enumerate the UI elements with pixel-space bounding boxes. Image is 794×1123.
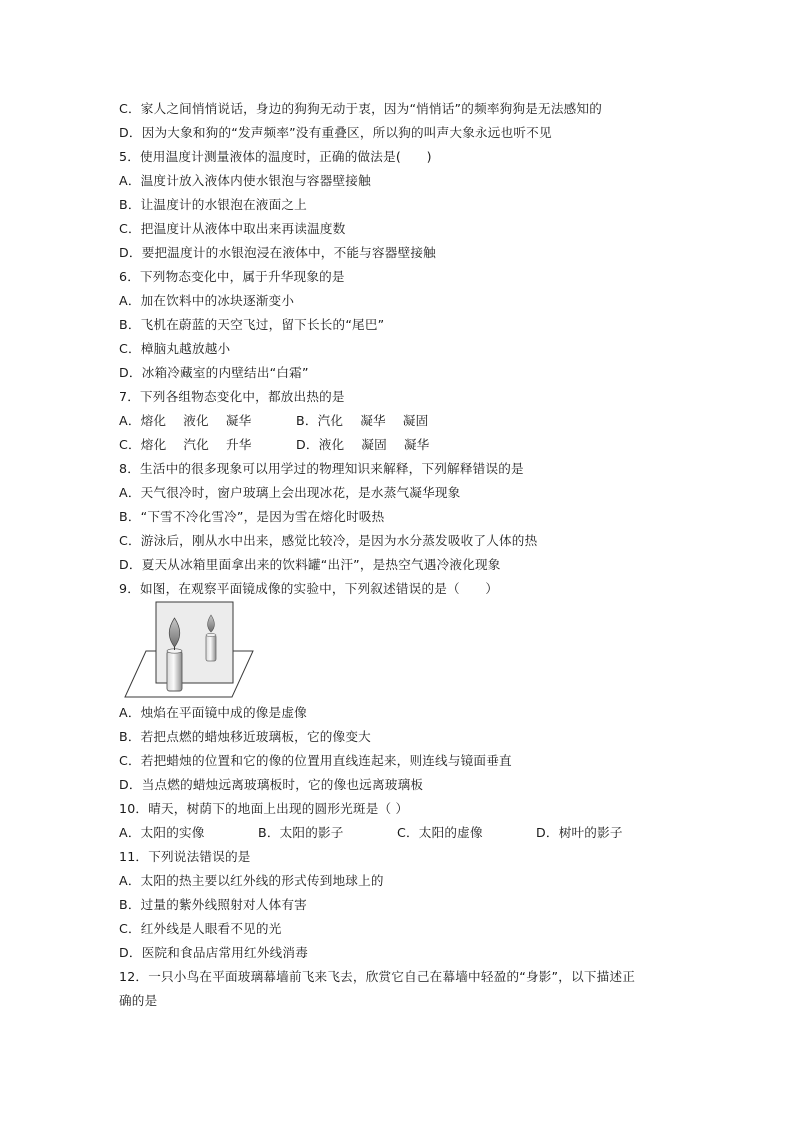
q10-option-b: B．太阳的影子: [258, 825, 344, 840]
q10-option-a: A．太阳的实像: [119, 825, 205, 840]
image-candle-top: [206, 633, 216, 636]
q5-option-c: C．把温度计从液体中取出来再读温度数: [119, 221, 346, 236]
q8-option-b: B．“下雪不冷化雪冷”，是因为雪在熔化时吸热: [119, 509, 385, 524]
q6-option-c: C．樟脑丸越放越小: [119, 341, 231, 356]
q9-option-b: B．若把点燃的蜡烛移近玻璃板，它的像变大: [119, 729, 371, 744]
q8-stem: 8．生活中的很多现象可以用学过的物理知识来解释，下列解释错误的是: [119, 461, 524, 476]
q11-option-c: C．红外线是人眼看不见的光: [119, 921, 282, 936]
q6-option-a: A．加在饮料中的冰块逐渐变小: [119, 293, 295, 308]
q7-option-a: A．熔化 液化 凝华: [119, 413, 252, 428]
q8-option-c: C．游泳后，刚从水中出来，感觉比较冷，是因为水分蒸发吸收了人体的热: [119, 533, 538, 548]
q5-option-a: A．温度计放入液体内使水银泡与容器壁接触: [119, 173, 371, 188]
q9-option-c: C．若把蜡烛的位置和它的像的位置用直线连起来，则连线与镜面垂直: [119, 753, 512, 768]
q7-options-row-2: [119, 437, 429, 453]
q7-option-c: C．熔化 汽化 升华: [119, 437, 252, 452]
q12-stem-line-2: 确的是: [119, 993, 158, 1008]
q5-stem: 5．使用温度计测量液体的温度时，正确的做法是( ): [119, 149, 432, 164]
q10-options-row: [119, 825, 623, 841]
q11-option-a: A．太阳的热主要以红外线的形式传到地球上的: [119, 873, 384, 888]
q4-option-c: C．家人之间悄悄说话，身边的狗狗无动于衷，因为“悄悄话”的频率狗狗是无法感知的: [119, 101, 603, 116]
q7-option-d: D．液化 凝固 凝华: [296, 437, 430, 452]
q6-option-d: D．冰箱冷藏室的内壁结出“白霜”: [119, 365, 309, 380]
q12-stem-line-1: 12．一只小鸟在平面玻璃幕墙前飞来飞去，欣赏它自己在幕墙中轻盈的“身影”，以下描述正: [119, 969, 636, 984]
q6-option-b: B．飞机在蔚蓝的天空飞过，留下长长的“尾巴”: [119, 317, 385, 332]
q9-option-d: D．当点燃的蜡烛远离玻璃板时，它的像也远离玻璃板: [119, 777, 424, 792]
q6-stem: 6．下列物态变化中，属于升华现象的是: [119, 269, 345, 284]
image-candle: [206, 635, 216, 661]
q5-option-b: B．让温度计的水银泡在液面之上: [119, 197, 307, 212]
q11-option-b: B．过量的紫外线照射对人体有害: [119, 897, 307, 912]
q7-options-row-1: [119, 413, 428, 429]
q8-option-d: D．夏天从冰箱里面拿出来的饮料罐“出汗”，是热空气遇冷液化现象: [119, 557, 501, 572]
q4-option-d: D．因为大象和狗的“发声频率”没有重叠区，所以狗的叫声大象永远也听不见: [119, 125, 552, 140]
q10-option-d: D．树叶的影子: [536, 825, 623, 840]
q7-stem: 7．下列各组物态变化中，都放出热的是: [119, 389, 345, 404]
q11-stem: 11．下列说法错误的是: [119, 849, 251, 864]
q11-option-d: D．医院和食品店常用红外线消毒: [119, 945, 309, 960]
lit-candle: [167, 651, 182, 691]
mirror-candle-figure: [122, 601, 256, 699]
q7-option-b: B．汽化 凝华 凝固: [296, 413, 429, 428]
q9-stem: 9．如图，在观察平面镜成像的实验中，下列叙述错误的是（ ）: [119, 581, 499, 596]
q10-stem: 10．晴天，树荫下的地面上出现的圆形光斑是（ ）: [119, 801, 409, 816]
q8-option-a: A．天气很冷时，窗户玻璃上会出现冰花，是水蒸气凝华现象: [119, 485, 461, 500]
q9-option-a: A．烛焰在平面镜中成的像是虚像: [119, 705, 307, 720]
q5-option-d: D．要把温度计的水银泡浸在液体中，不能与容器壁接触: [119, 245, 436, 260]
q10-option-c: C．太阳的虚像: [397, 825, 483, 840]
